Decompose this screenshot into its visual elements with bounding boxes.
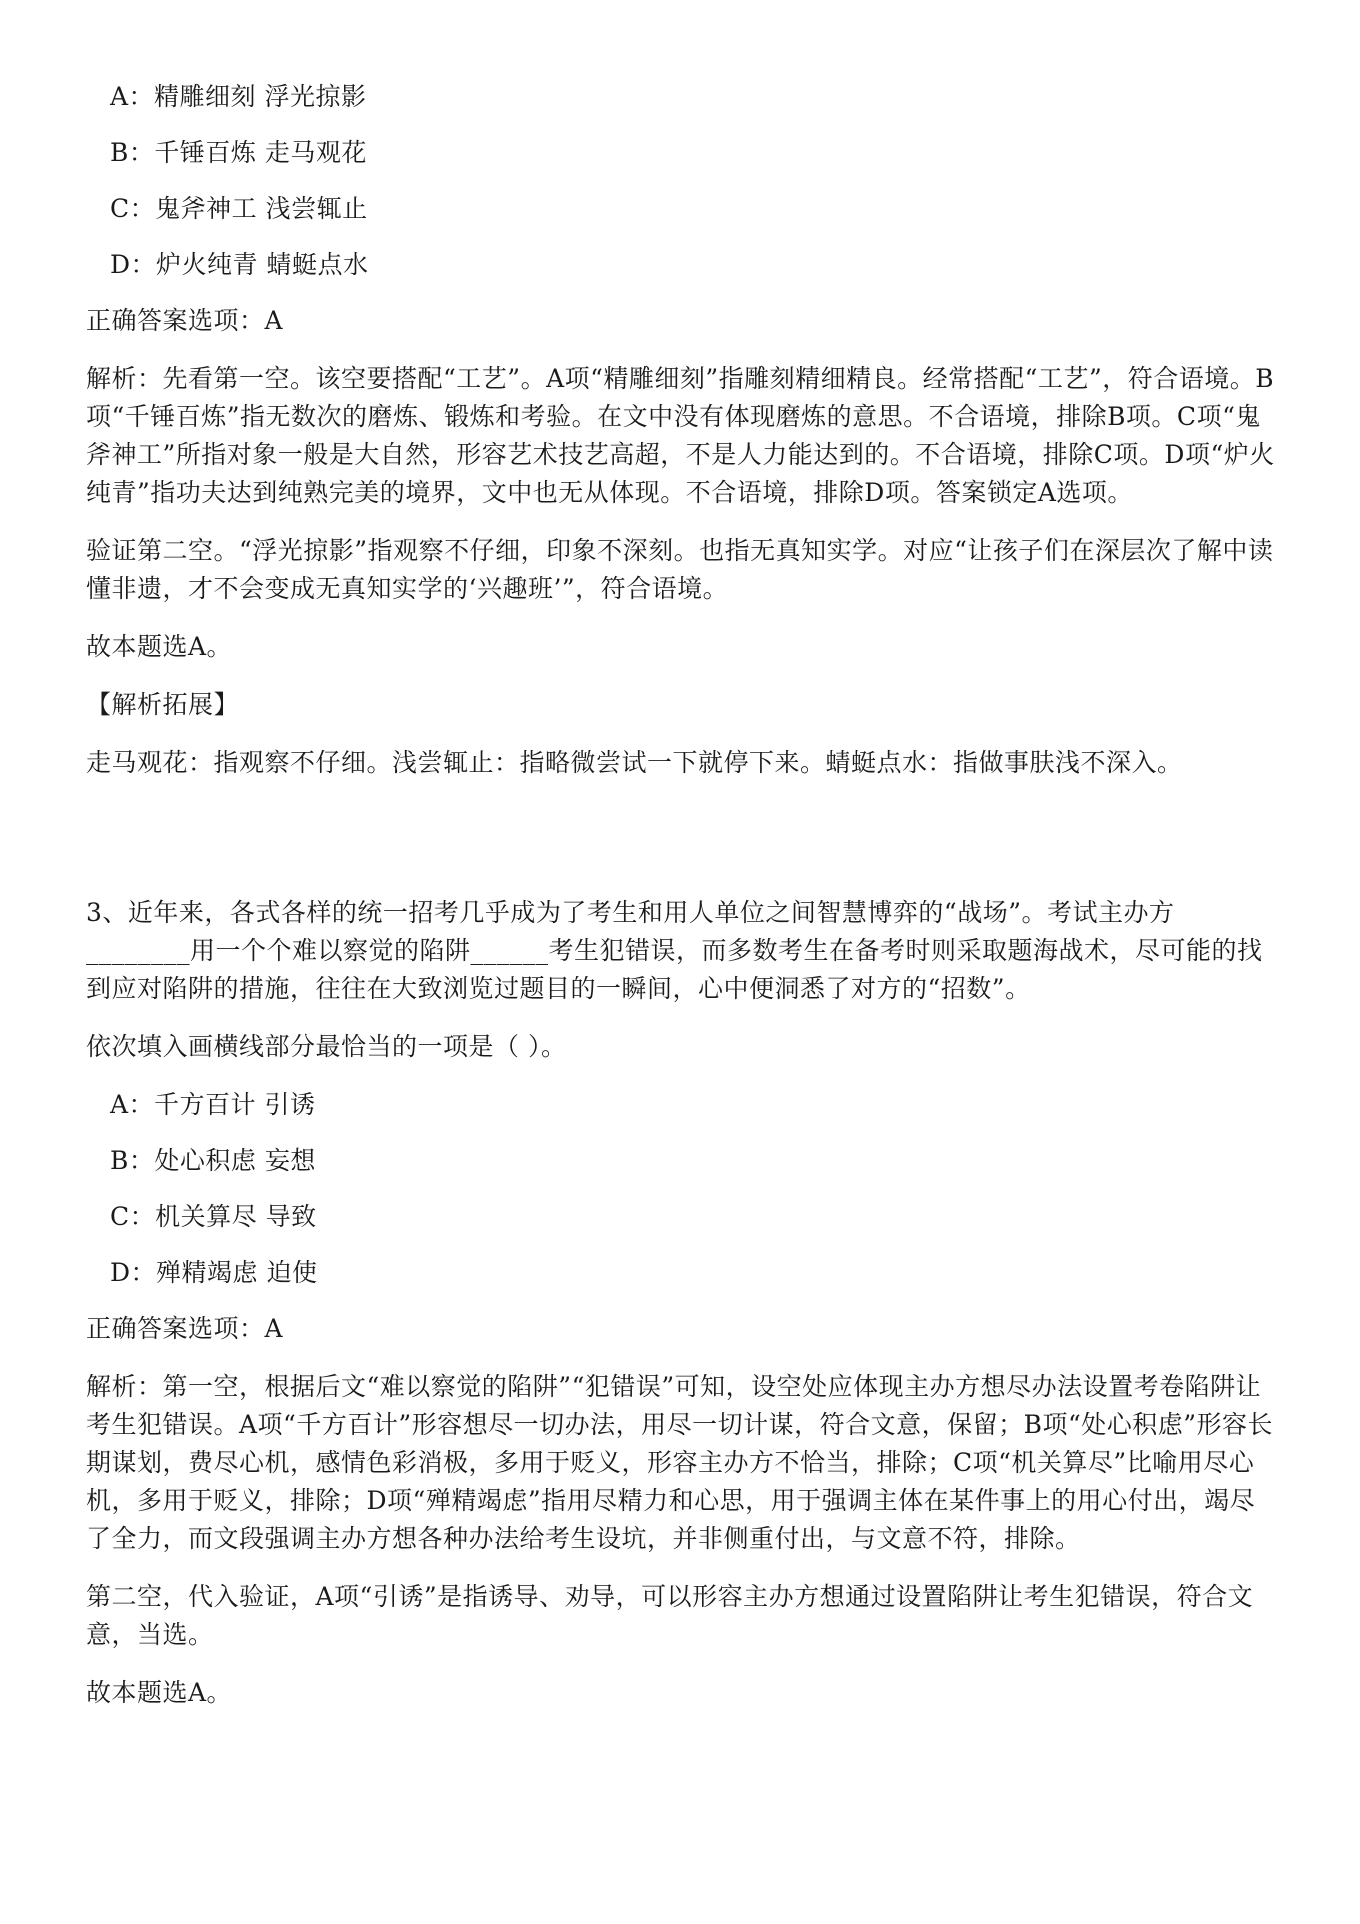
q3-option-d: D：殚精竭虑 迫使	[110, 1258, 318, 1287]
q3-stem: 3、近年来，各式各样的统一招考几乎成为了考生和用人单位之间智慧博弈的“战场”。考试主办方________用一个个难以察觉的陷阱______考生犯错误，而多数考生在备考时则采取题海战术，尽可能的找到应对陷阱的措施，往往在大致浏览过题目的一瞬间，心中便洞悉了对方的“招数”。	[86, 898, 1263, 1003]
q2-option-c: C：鬼斧神工 浅尝辄止	[110, 194, 368, 223]
q3-answer: 正确答案选项：A	[86, 1314, 284, 1343]
q3-option-c: C：机关算尽 导致	[110, 1202, 317, 1231]
question-2-section	[86, 78, 1276, 782]
q2-extension-text: 走马观花：指观察不仔细。浅尝辄止：指略微尝试一下就停下来。蜻蜓点水：指做事肤浅不深入。	[86, 748, 1183, 777]
q3-conclusion: 故本题选A。	[86, 1678, 233, 1707]
q3-analysis-1: 解析：第一空，根据后文“难以察觉的陷阱”“犯错误”可知，设空处应体现主办方想尽办法设置考卷陷阱让考生犯错误。A项“千方百计”形容想尽一切办法，用尽一切计谋，符合文意，保留；B项“处心积虑”形容长期谋划，费尽心机，感情色彩消极，多用于贬义，形容主办方不恰当，排除；C项“机关算尽”比喻用尽心机，多用于贬义，排除；D项“殚精竭虑”指用尽精力和心思，用于强调主体在某件事上的用心付出，竭尽了全力，而文段强调主办方想各种办法给考生设坑，并非侧重付出，与文意不符，排除。	[86, 1372, 1274, 1553]
q2-extension-heading: 【解析拓展】	[86, 690, 240, 719]
q3-prompt: 依次填入画横线部分最恰当的一项是（ ）。	[86, 1032, 567, 1061]
q2-answer: 正确答案选项：A	[86, 306, 284, 335]
q2-option-b: B：千锤百炼 走马观花	[110, 138, 367, 167]
q3-option-b: B：处心积虑 妄想	[110, 1146, 316, 1175]
q3-analysis-2: 第二空，代入验证，A项“引诱”是指诱导、劝导，可以形容主办方想通过设置陷阱让考生犯错误，符合文意，当选。	[86, 1582, 1254, 1649]
q2-option-d: D：炉火纯青 蜻蜓点水	[110, 250, 369, 279]
question-3-section	[86, 894, 1276, 1712]
q3-option-a: A：千方百计 引诱	[110, 1090, 316, 1119]
q2-conclusion: 故本题选A。	[86, 632, 233, 661]
q2-analysis-2: 验证第二空。“浮光掠影”指观察不仔细，印象不深刻。也指无真知实学。对应“让孩子们在深层次了解中读懂非遗，才不会变成无真知实学的‘兴趣班’”，符合语境。	[86, 536, 1274, 603]
q2-option-a: A：精雕细刻 浮光掠影	[110, 82, 367, 111]
section-spacer	[86, 802, 1276, 894]
document-page	[86, 78, 1276, 1732]
q2-analysis-1: 解析：先看第一空。该空要搭配“工艺”。A项“精雕细刻”指雕刻精细精良。经常搭配“工艺”，符合语境。B项“千锤百炼”指无数次的磨炼、锻炼和考验。在文中没有体现磨炼的意思。不合语境，排除B项。C项“鬼斧神工”所指对象一般是大自然，形容艺术技艺高超，不是人力能达到的。不合语境，排除C项。D项“炉火纯青”指功夫达到纯熟完美的境界，文中也无从体现。不合语境，排除D项。答案锁定A选项。	[86, 364, 1275, 507]
